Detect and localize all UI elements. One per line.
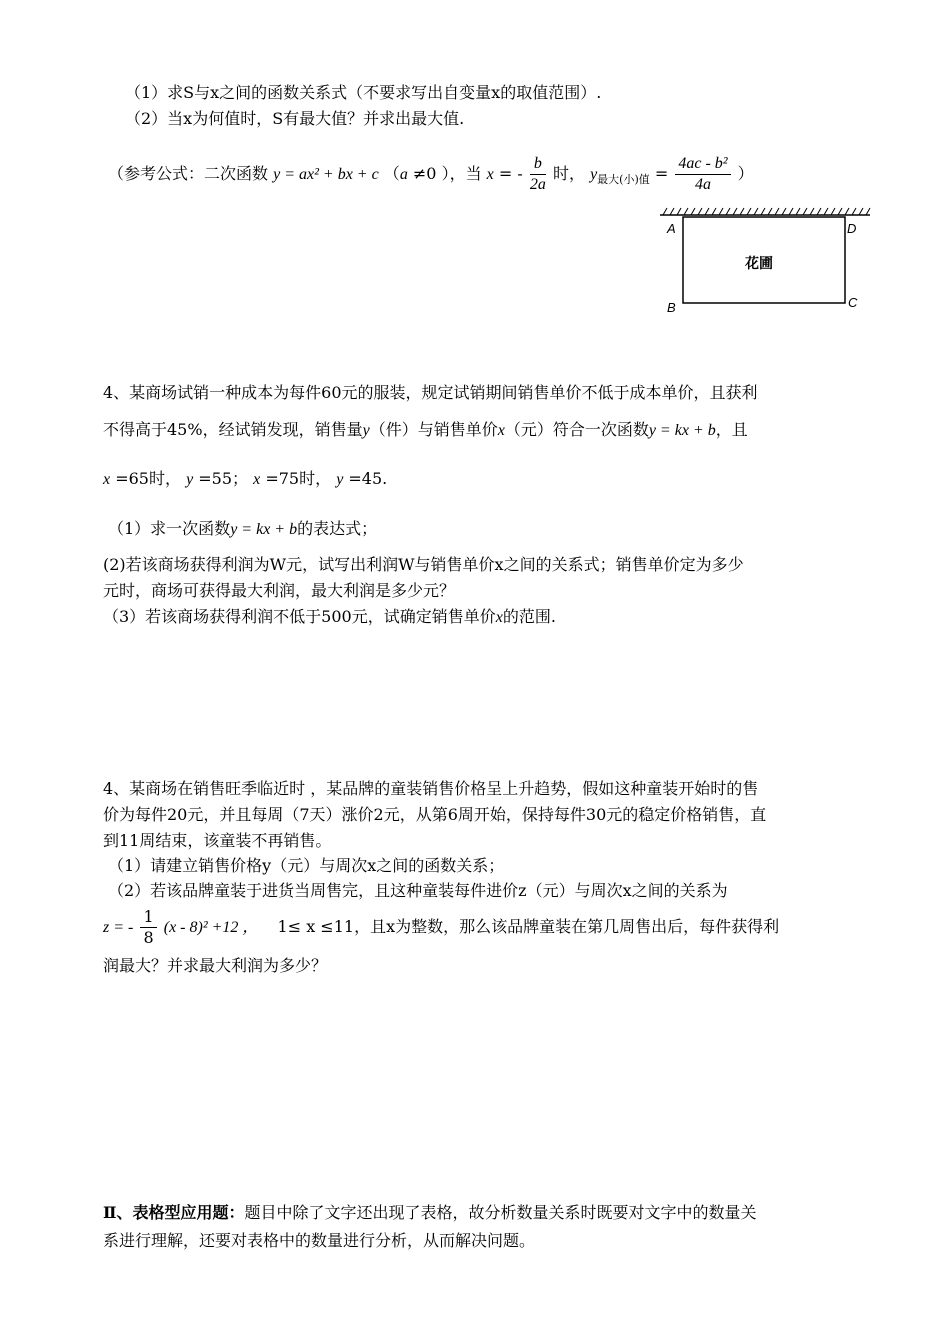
reference-formula: （参考公式：二次函数 y = ax² + bx + c （a ≠0 ），当 x = - $\frac{b}{2a}$ 时， $y_{最大(小)值}$ = $\frac{\text{4ac - b²}}{4a}$ ）: [108, 155, 754, 193]
q4b-part2-cont: 1≤ x ≤11，且x为整数，那么该品牌童装在第几周售出后，每件获得利: [277, 917, 780, 936]
label-d: D: [847, 221, 857, 236]
q4b-part1: （1）请建立销售价格y（元）与周次x之间的函数关系；: [108, 856, 505, 875]
hatch-mark: [663, 208, 667, 215]
vertex-fraction-num: b: [530, 154, 546, 175]
q4a-line3-b: =55；: [193, 469, 249, 488]
q4a-line2-b: （件）与销售单价: [369, 420, 498, 439]
q4a-var-y: y: [362, 422, 370, 439]
hatch-mark: [789, 208, 793, 215]
q4b-formula-z: z = -: [103, 919, 134, 936]
hatch-mark: [838, 208, 842, 215]
formula-shi: 时，: [552, 164, 585, 183]
extreme-fraction-den: 4a: [694, 176, 711, 193]
q3-part2: （2）当x为何值时，S有最大值？并求出最大值.: [125, 109, 465, 128]
hatch-mark: [740, 208, 744, 215]
label-c: C: [848, 295, 858, 310]
q4b-fraction-den: 8: [143, 928, 154, 947]
section2-line2: 系进行理解，还要对表格中的数量进行分析，从而解决问题。: [103, 1231, 536, 1250]
q4a-line3-d: =45.: [343, 469, 388, 488]
hatch-mark: [684, 208, 688, 215]
formula-prefix: （参考公式：二次函数: [108, 164, 269, 183]
vertex-fraction-den: 2a: [529, 176, 546, 193]
formula-eq-minus: = -: [493, 164, 523, 183]
section2-text1: 题目中除了文字还出现了表格，故分析数量关系时既要对文字中的数量关: [244, 1203, 757, 1222]
formula-cond: （: [383, 164, 400, 183]
hatch-mark: [824, 208, 828, 215]
extreme-fraction-num: 4ac - b²: [675, 154, 730, 175]
hatch-mark: [768, 208, 772, 215]
q4b-formula-rest: (x - 8)² +12 ，: [163, 919, 259, 936]
label-a: A: [667, 221, 676, 236]
q4a-line2-c: （元）符合一次函数: [504, 420, 649, 439]
formula-y-sub: 最大(小)值: [597, 173, 650, 187]
q4a-line2-d: ，且: [715, 420, 748, 439]
hatch-mark: [810, 208, 814, 215]
q4a-line2: [103, 419, 748, 442]
q4a-part1: [108, 518, 377, 541]
q4a-y2: y: [336, 471, 344, 488]
hatch-mark: [677, 208, 681, 215]
q4b-fraction-num: 1: [140, 907, 156, 928]
q4a-y1: y: [186, 471, 194, 488]
hatch-mark: [726, 208, 730, 215]
label-b: B: [667, 300, 676, 315]
q4a-part3-b: 的范围.: [502, 607, 556, 626]
hatch-mark: [733, 208, 737, 215]
q4a-part3: [103, 606, 556, 629]
hatch-mark: [831, 208, 835, 215]
q4a-part1-function: y = kx + b: [230, 521, 298, 538]
q4a-part2-line1: (2)若该商场获得利润为W元，试写出利润W与销售单价x之间的关系式；销售单价定为多少: [103, 555, 744, 574]
q4a-x2: x: [253, 471, 261, 488]
hatch-mark: [719, 208, 723, 215]
hatch-mark: [747, 208, 751, 215]
hatch-mark: [775, 208, 779, 215]
q4b-part2-last: 润最大？并求最大利润为多少？: [103, 956, 328, 975]
garden-label: 花圃: [745, 256, 773, 272]
wall-hatching: [663, 208, 870, 215]
hatch-mark: [859, 208, 863, 215]
q4a-line3-a: =65时，: [110, 469, 181, 488]
q4b-line2: 价为每件20元，并且每周（7天）涨价2元，从第6周开始，保持每件30元的稳定价格销售，直: [103, 805, 767, 824]
hatch-mark: [803, 208, 807, 215]
vertex-fraction: [530, 154, 546, 195]
q4b-formula-line: [103, 905, 779, 950]
q4b-fraction: [140, 907, 156, 948]
formula-cond-a: a: [399, 166, 408, 183]
hatch-mark: [705, 208, 709, 215]
formula-close: ）: [737, 164, 754, 183]
hatch-mark: [852, 208, 856, 215]
hatch-mark: [712, 208, 716, 215]
hatch-mark: [796, 208, 800, 215]
q4a-linear-function: y = kx + b: [648, 422, 716, 439]
q4b-line3: 到11周结束，该童装不再销售。: [103, 831, 332, 850]
hatch-mark: [817, 208, 821, 215]
formula-x: x: [486, 166, 494, 183]
hatch-mark: [698, 208, 702, 215]
q4b-line1: 4、某商场在销售旺季临近时 ，某品牌的童装销售价格呈上升趋势，假如这种童装开始时的售: [103, 779, 759, 798]
q4a-var-x: x: [497, 422, 505, 439]
quadratic-formula: y = ax² + bx + c: [273, 166, 379, 183]
extreme-fraction: [675, 154, 730, 195]
q4a-part2-line2: 元时，商场可获得最大利润，最大利润是多少元？: [103, 581, 456, 600]
formula-y: y: [590, 166, 598, 183]
q4a-line2-a: 不得高于45%，经试销发现，销售量: [103, 420, 363, 439]
hatch-mark: [761, 208, 765, 215]
q4a-line1: 4、某商场试销一种成本为每件60元的服装，规定试销期间销售单价不低于成本单价，且获利: [103, 383, 758, 402]
q4a-line3: [103, 468, 387, 491]
formula-cond-ne: ≠0 ），当: [407, 164, 482, 183]
section2-line1: [103, 1202, 757, 1224]
q4a-part3-a: （3）若该商场获得利润不低于500元，试确定销售单价: [103, 607, 496, 626]
q3-part1: （1）求S与x之间的函数关系式（不要求写出自变量x的取值范围）.: [125, 83, 602, 102]
hatch-mark: [845, 208, 849, 215]
q4a-part3-x: x: [495, 609, 503, 626]
section2-heading: Ⅱ、表格型应用题：: [103, 1203, 245, 1222]
q4b-part2: （2）若该品牌童装于进货当周售完，且这种童装每件进价z（元）与周次x之间的关系为: [108, 881, 728, 900]
q4a-part1-b: 的表达式；: [297, 519, 378, 538]
hatch-mark: [782, 208, 786, 215]
hatch-mark: [670, 208, 674, 215]
hatch-mark: [691, 208, 695, 215]
garden-diagram: [655, 205, 875, 320]
hatch-mark: [754, 208, 758, 215]
hatch-mark: [866, 208, 870, 215]
q4a-x1: x: [103, 471, 111, 488]
q4a-part1-a: （1）求一次函数: [108, 519, 231, 538]
q4a-line3-c: =75时，: [260, 469, 332, 488]
